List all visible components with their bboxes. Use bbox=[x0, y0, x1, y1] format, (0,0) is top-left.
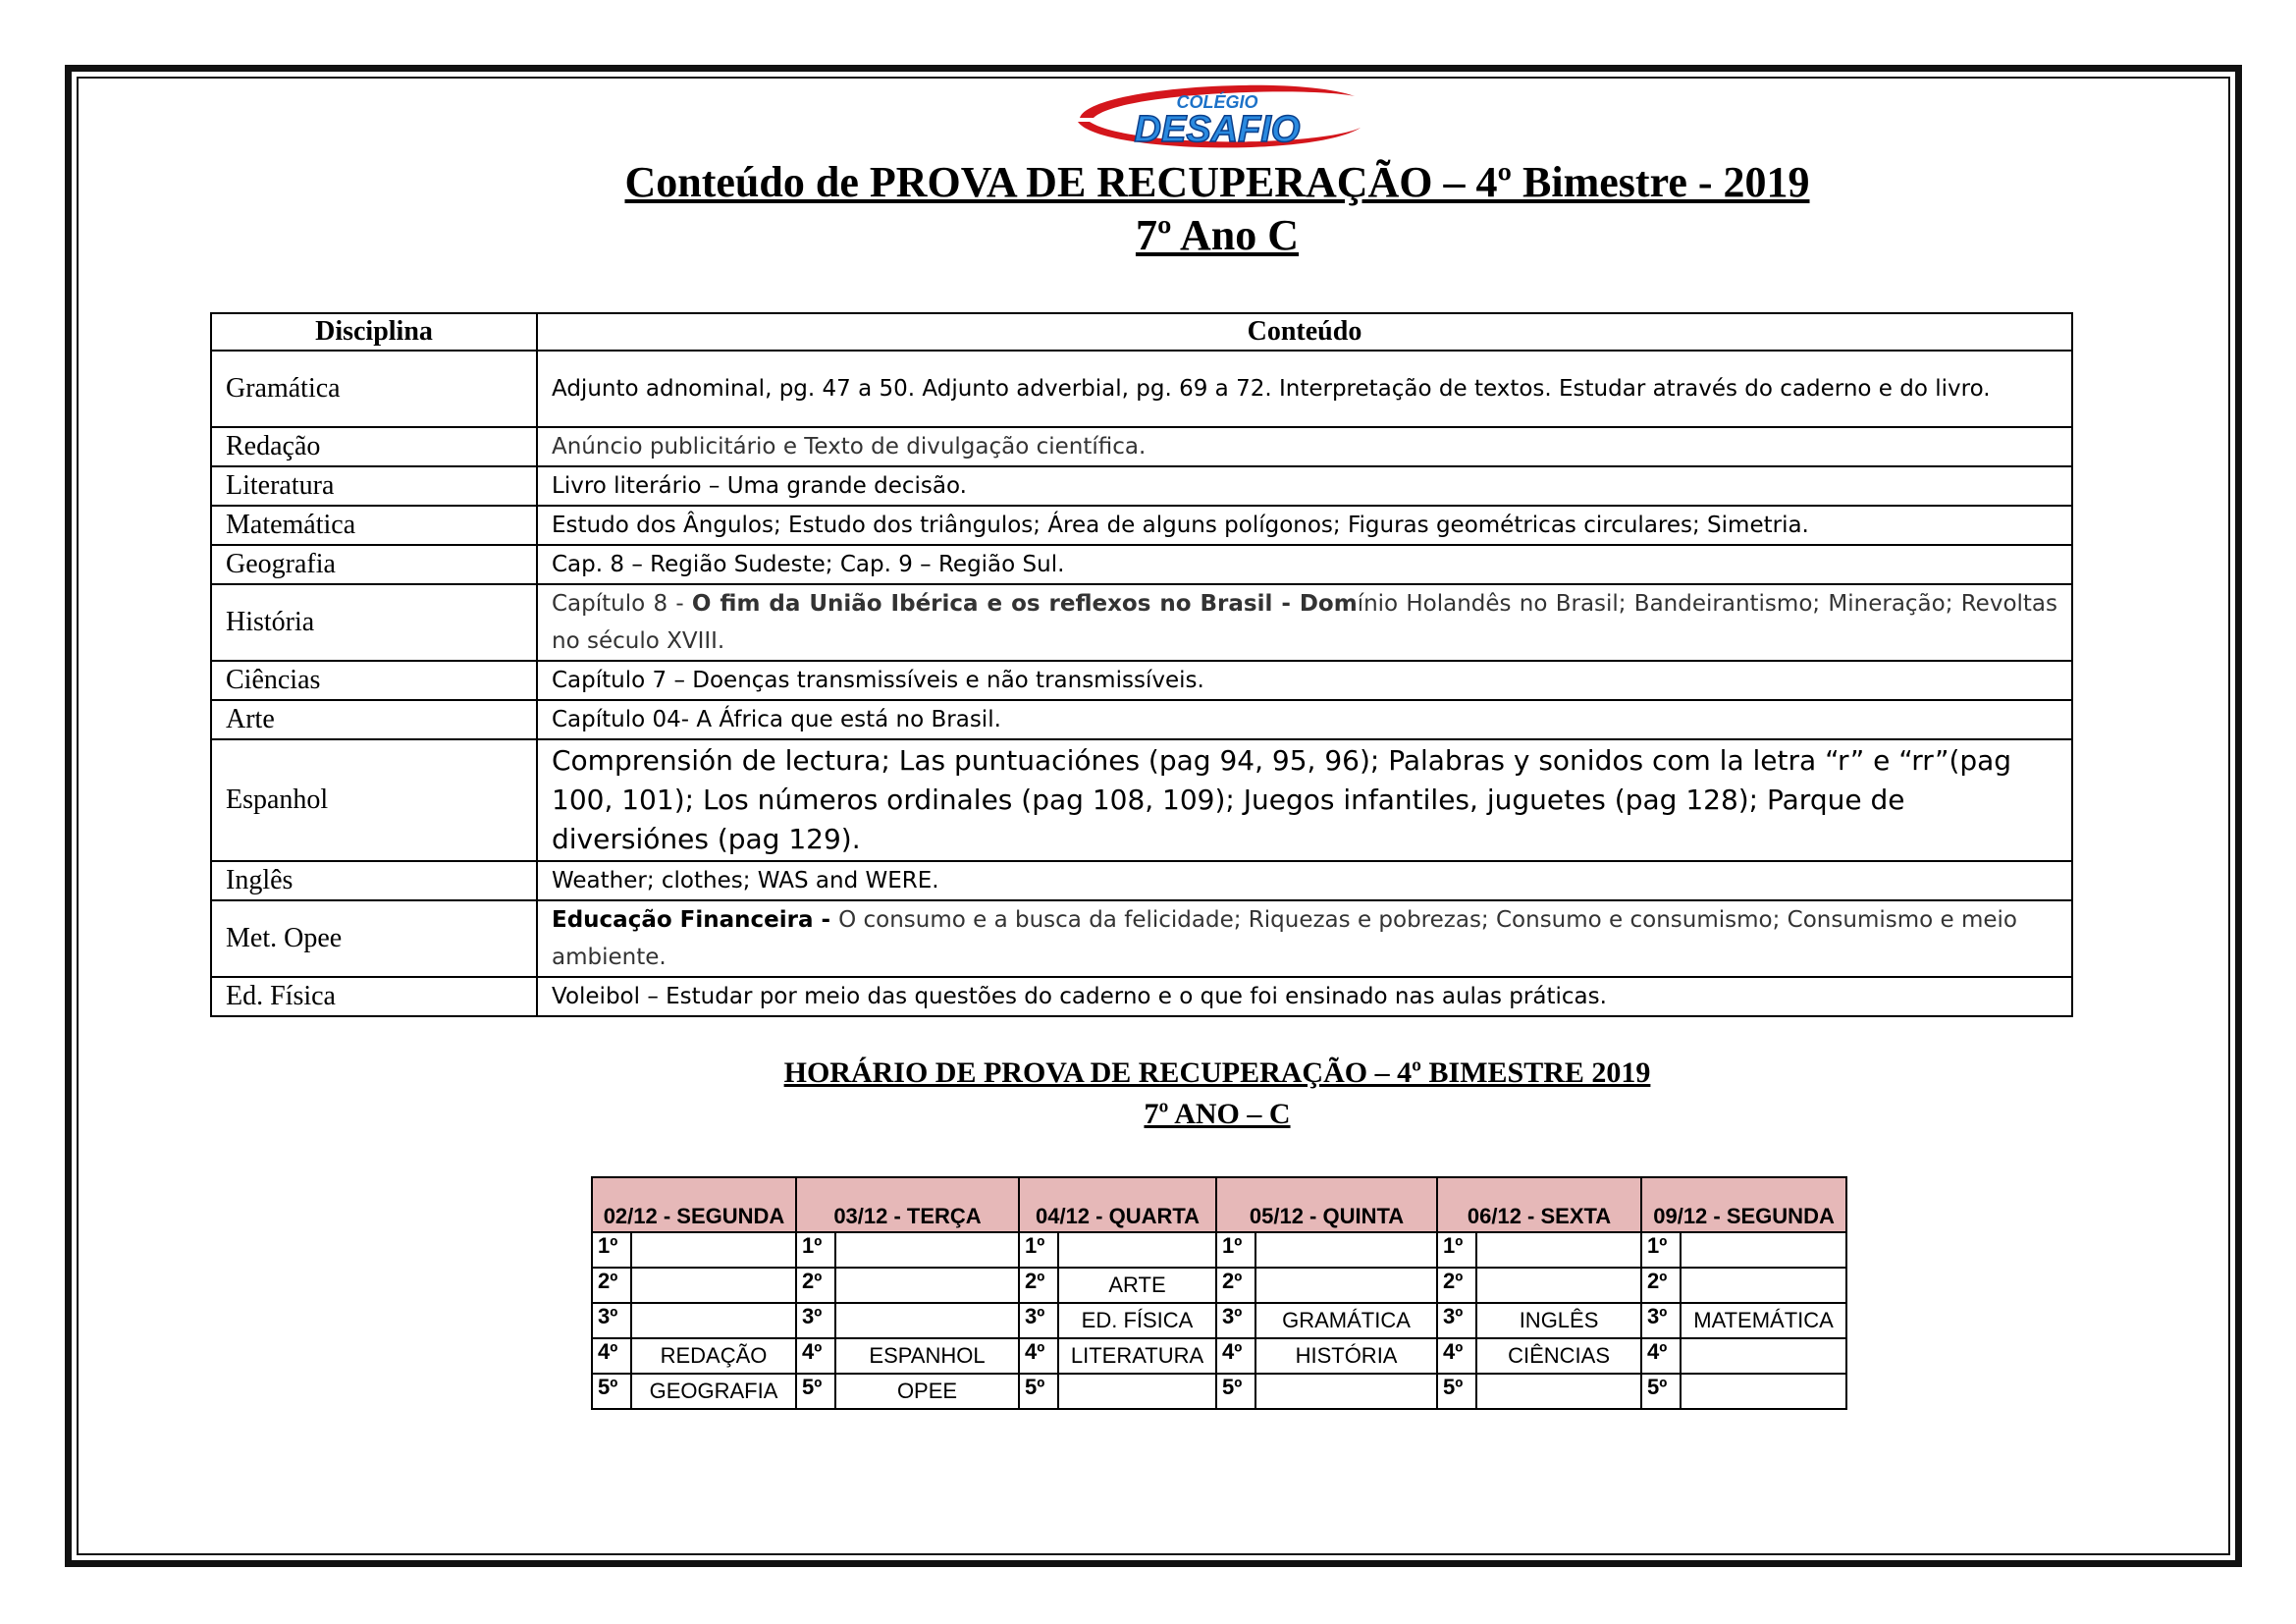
exam-subject-cell: MATEMÁTICA bbox=[1681, 1303, 1846, 1338]
schedule-row bbox=[592, 1268, 1846, 1303]
exam-subject-cell bbox=[1058, 1232, 1216, 1268]
discipline-cell: Arte bbox=[211, 700, 537, 739]
exam-subject-cell: ESPANHOL bbox=[835, 1338, 1019, 1374]
slot-number: 1º bbox=[1641, 1232, 1681, 1268]
row-geografia bbox=[211, 545, 2072, 584]
content-cell: Comprensión de lectura; Las puntuaciónes (pag 94, 95, 96); Palabras y sonidos com la letra “r” e “rr”(pag 100, 101); Los números ordinales (pag 108, 109); Juegos infantiles, juguetes (pag 128); Parque de diversiónes (pag 129). bbox=[537, 739, 2072, 861]
slot-number: 3º bbox=[796, 1303, 835, 1338]
exam-subject-cell bbox=[1476, 1232, 1641, 1268]
exam-subject-cell: ED. FÍSICA bbox=[1058, 1303, 1216, 1338]
exam-subject-cell bbox=[1476, 1374, 1641, 1409]
slot-number: 3º bbox=[1437, 1303, 1476, 1338]
exam-subject-cell: CIÊNCIAS bbox=[1476, 1338, 1641, 1374]
content-cell: Livro literário – Uma grande decisão. bbox=[537, 466, 2072, 506]
document-subtitle: 7º Ano C bbox=[1135, 211, 1300, 259]
schedule-row bbox=[592, 1303, 1846, 1338]
exam-subject-cell bbox=[1255, 1232, 1437, 1268]
discipline-cell: Geografia bbox=[211, 545, 537, 584]
slot-number: 4º bbox=[1019, 1338, 1058, 1374]
slot-number: 4º bbox=[1216, 1338, 1255, 1374]
schedule-subtitle: 7º ANO – C bbox=[1144, 1098, 1291, 1130]
content-cell: Capítulo 7 – Doenças transmissíveis e não transmissíveis. bbox=[537, 661, 2072, 700]
day-header: 06/12 - SEXTA bbox=[1437, 1177, 1641, 1232]
slot-number: 2º bbox=[1019, 1268, 1058, 1303]
exam-subject-cell: REDAÇÃO bbox=[631, 1338, 796, 1374]
content-cell: Adjunto adnominal, pg. 47 a 50. Adjunto adverbial, pg. 69 a 72. Interpretação de textos. Estudar através do caderno e do livro. bbox=[537, 351, 2072, 427]
logo-top-text: COLÉGIO bbox=[1176, 92, 1258, 112]
exam-subject-cell bbox=[1255, 1268, 1437, 1303]
schedule-row bbox=[592, 1232, 1846, 1268]
exam-subject-cell bbox=[1681, 1268, 1846, 1303]
exam-subject-cell bbox=[1255, 1374, 1437, 1409]
slot-number: 5º bbox=[1437, 1374, 1476, 1409]
exam-subject-cell: LITERATURA bbox=[1058, 1338, 1216, 1374]
content-cell: Capítulo 04- A África que está no Brasil. bbox=[537, 700, 2072, 739]
slot-number: 5º bbox=[1216, 1374, 1255, 1409]
discipline-cell: Ed. Física bbox=[211, 977, 537, 1016]
logo-main-text: DESAFIO bbox=[1134, 109, 1301, 150]
header-discipline: Disciplina bbox=[211, 313, 537, 351]
discipline-cell: Gramática bbox=[211, 351, 537, 427]
slot-number: 2º bbox=[592, 1268, 631, 1303]
row-gramatica bbox=[211, 351, 2072, 427]
content-cell: Voleibol – Estudar por meio das questões do caderno e o que foi ensinado nas aulas práticas. bbox=[537, 977, 2072, 1016]
schedule-title: HORÁRIO DE PROVA DE RECUPERAÇÃO – 4º BIMESTRE 2019 bbox=[783, 1056, 1651, 1089]
slot-number: 4º bbox=[796, 1338, 835, 1374]
slot-number: 1º bbox=[1437, 1232, 1476, 1268]
slot-number: 4º bbox=[592, 1338, 631, 1374]
document-title: Conteúdo de PROVA DE RECUPERAÇÃO – 4º Bimestre - 2019 bbox=[624, 158, 1810, 206]
row-ingles bbox=[211, 861, 2072, 900]
exam-subject-cell bbox=[631, 1268, 796, 1303]
discipline-cell: Literatura bbox=[211, 466, 537, 506]
schedule-table bbox=[591, 1176, 1847, 1410]
content-cell bbox=[537, 584, 2072, 661]
school-logo bbox=[1060, 79, 1374, 159]
slot-number: 1º bbox=[796, 1232, 835, 1268]
discipline-cell: Met. Opee bbox=[211, 900, 537, 977]
slot-number: 1º bbox=[1216, 1232, 1255, 1268]
content-table-header bbox=[211, 313, 2072, 351]
exam-subject-cell bbox=[835, 1268, 1019, 1303]
slot-number: 5º bbox=[1641, 1374, 1681, 1409]
row-arte bbox=[211, 700, 2072, 739]
slot-number: 1º bbox=[592, 1232, 631, 1268]
exam-subject-cell: GEOGRAFIA bbox=[631, 1374, 796, 1409]
slot-number: 1º bbox=[1019, 1232, 1058, 1268]
discipline-cell: Matemática bbox=[211, 506, 537, 545]
slot-number: 4º bbox=[1437, 1338, 1476, 1374]
content-part-bold: O fim da União Ibérica e os reflexos no Brasil - Dom bbox=[691, 591, 1358, 617]
row-historia bbox=[211, 584, 2072, 661]
row-matematica bbox=[211, 506, 2072, 545]
content-cell: Weather; clothes; WAS and WERE. bbox=[537, 861, 2072, 900]
day-header: 04/12 - QUARTA bbox=[1019, 1177, 1216, 1232]
exam-subject-cell: GRAMÁTICA bbox=[1255, 1303, 1437, 1338]
exam-subject-cell bbox=[835, 1303, 1019, 1338]
exam-subject-cell bbox=[1681, 1374, 1846, 1409]
slot-number: 3º bbox=[1019, 1303, 1058, 1338]
exam-subject-cell: HISTÓRIA bbox=[1255, 1338, 1437, 1374]
content-part: Capítulo 8 - bbox=[552, 591, 692, 617]
content-cell: Cap. 8 – Região Sudeste; Cap. 9 – Região Sul. bbox=[537, 545, 2072, 584]
slot-number: 5º bbox=[1019, 1374, 1058, 1409]
exam-subject-cell bbox=[1058, 1374, 1216, 1409]
row-met-opee bbox=[211, 900, 2072, 977]
content-part: O consumo e a busca da felicidade; Riquezas e pobrezas; Consumo e consumismo; Consumismo e meio ambiente. bbox=[552, 907, 2017, 970]
exam-subject-cell bbox=[835, 1232, 1019, 1268]
content-cell bbox=[537, 900, 2072, 977]
slot-number: 2º bbox=[1641, 1268, 1681, 1303]
discipline-cell: Ciências bbox=[211, 661, 537, 700]
row-ed-fisica bbox=[211, 977, 2072, 1016]
schedule-header-row bbox=[592, 1177, 1846, 1232]
discipline-cell: História bbox=[211, 584, 537, 661]
slot-number: 4º bbox=[1641, 1338, 1681, 1374]
day-header: 03/12 - TERÇA bbox=[796, 1177, 1019, 1232]
slot-number: 2º bbox=[1216, 1268, 1255, 1303]
content-cell: Estudo dos Ângulos; Estudo dos triângulos; Área de alguns polígonos; Figuras geométricas circulares; Simetria. bbox=[537, 506, 2072, 545]
day-header: 09/12 - SEGUNDA bbox=[1641, 1177, 1846, 1232]
row-literatura bbox=[211, 466, 2072, 506]
schedule-row bbox=[592, 1374, 1846, 1409]
discipline-cell: Redação bbox=[211, 427, 537, 466]
exam-subject-cell bbox=[631, 1232, 796, 1268]
row-espanhol bbox=[211, 739, 2072, 861]
discipline-cell: Inglês bbox=[211, 861, 537, 900]
content-cell: Anúncio publicitário e Texto de divulgação científica. bbox=[537, 427, 2072, 466]
exam-subject-cell bbox=[1681, 1338, 1846, 1374]
exam-subject-cell bbox=[1476, 1268, 1641, 1303]
slot-number: 2º bbox=[796, 1268, 835, 1303]
schedule-row bbox=[592, 1338, 1846, 1374]
slot-number: 3º bbox=[1641, 1303, 1681, 1338]
slot-number: 3º bbox=[592, 1303, 631, 1338]
slot-number: 2º bbox=[1437, 1268, 1476, 1303]
discipline-cell: Espanhol bbox=[211, 739, 537, 861]
exam-subject-cell: OPEE bbox=[835, 1374, 1019, 1409]
row-ciencias bbox=[211, 661, 2072, 700]
exam-subject-cell bbox=[1681, 1232, 1846, 1268]
day-header: 02/12 - SEGUNDA bbox=[592, 1177, 796, 1232]
exam-subject-cell: INGLÊS bbox=[1476, 1303, 1641, 1338]
slot-number: 5º bbox=[796, 1374, 835, 1409]
exam-subject-cell: ARTE bbox=[1058, 1268, 1216, 1303]
content-part-bold: Educação Financeira - bbox=[552, 907, 839, 933]
slot-number: 3º bbox=[1216, 1303, 1255, 1338]
exam-subject-cell bbox=[631, 1303, 796, 1338]
header-content: Conteúdo bbox=[537, 313, 2072, 351]
row-redacao bbox=[211, 427, 2072, 466]
content-part: ínio Holandês no Brasil; Bandeirantismo; Mineração; Revoltas no século XVIII. bbox=[552, 591, 2057, 654]
content-table bbox=[210, 312, 2073, 1017]
slot-number: 5º bbox=[592, 1374, 631, 1409]
day-header: 05/12 - QUINTA bbox=[1216, 1177, 1437, 1232]
